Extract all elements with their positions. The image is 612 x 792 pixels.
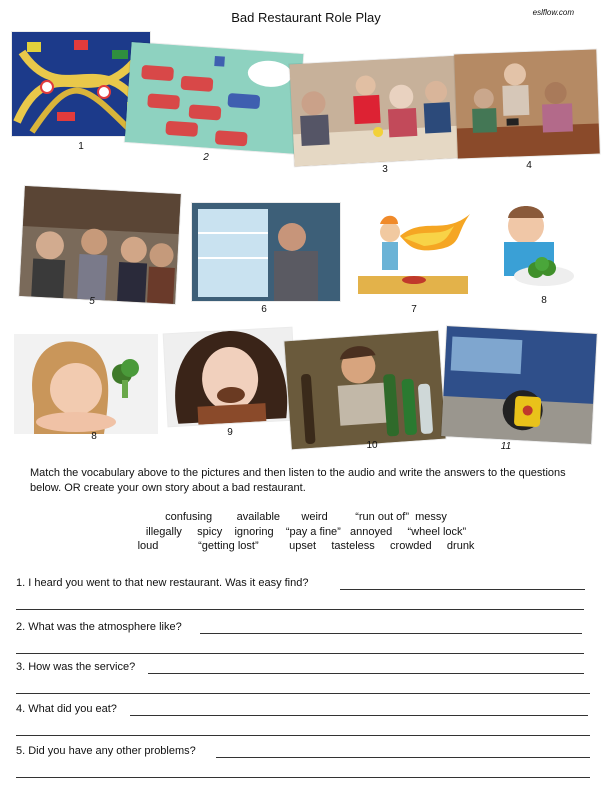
question-5: 5. Did you have any other problems?	[16, 745, 196, 757]
picture-2-number: 2	[203, 152, 209, 163]
picture-7-spicy-fire-icon	[354, 206, 472, 302]
picture-9-messy-eater-icon	[164, 328, 297, 427]
question-2: 2. What was the atmosphere like?	[16, 621, 182, 633]
vocabulary-line-1: confusing available weird “run out of” messy	[165, 511, 447, 523]
picture-4-family-dinner-icon	[454, 50, 600, 159]
picture-9-number: 9	[227, 427, 233, 438]
answer-line-2b[interactable]	[16, 653, 584, 654]
picture-3-number: 3	[382, 164, 388, 175]
picture-5-bored-group-icon	[19, 186, 181, 304]
picture-6-empty-fridge-icon	[192, 203, 340, 301]
picture-8b-number: 8	[91, 431, 97, 442]
picture-7-number: 7	[411, 304, 417, 315]
answer-line-2a[interactable]	[200, 633, 582, 634]
answer-line-4b[interactable]	[16, 735, 590, 736]
picture-4-number: 4	[526, 160, 532, 171]
picture-11-number: 11	[500, 441, 512, 452]
picture-1-number: 1	[78, 141, 84, 152]
page-title: Bad Restaurant Role Play	[231, 10, 381, 25]
answer-line-4a[interactable]	[130, 715, 588, 716]
picture-2-traffic-jam-icon	[125, 42, 304, 154]
picture-11-wheel-clamp-icon	[441, 326, 597, 444]
picture-10-number: 10	[366, 440, 378, 451]
vocabulary-line-3: loud “getting lost” upset tasteless crowded drunk	[137, 540, 475, 552]
answer-line-1b[interactable]	[16, 609, 584, 610]
answer-line-1a[interactable]	[340, 589, 585, 590]
answer-line-5a[interactable]	[216, 757, 590, 758]
site-name: eslflow.com	[532, 8, 574, 17]
picture-10-drunk-man-icon	[284, 331, 445, 449]
picture-8-girl-broccoli-icon	[14, 334, 158, 434]
vocabulary-line-2: illegally spicy ignoring “pay a fine” annoyed “wheel lock”	[145, 526, 467, 538]
picture-6-number: 6	[261, 304, 267, 315]
answer-line-5b[interactable]	[16, 777, 590, 778]
question-3: 3. How was the service?	[16, 661, 136, 673]
picture-5-number: 5	[89, 296, 95, 307]
instructions-text: Match the vocabulary above to the pictures and then listen to the audio and write the answers to the questions below. OR create your own story about a bad restaurant.	[30, 467, 566, 494]
picture-3-crowded-table-icon	[289, 56, 464, 167]
picture-8-boy-broccoli-icon	[484, 196, 588, 294]
answer-line-3b[interactable]	[16, 693, 590, 694]
picture-8-number: 8	[541, 295, 547, 306]
answer-line-3a[interactable]	[148, 673, 584, 674]
question-1: 1. I heard you went to that new restaurant. Was it easy find?	[16, 577, 309, 589]
question-4: 4. What did you eat?	[16, 703, 117, 715]
